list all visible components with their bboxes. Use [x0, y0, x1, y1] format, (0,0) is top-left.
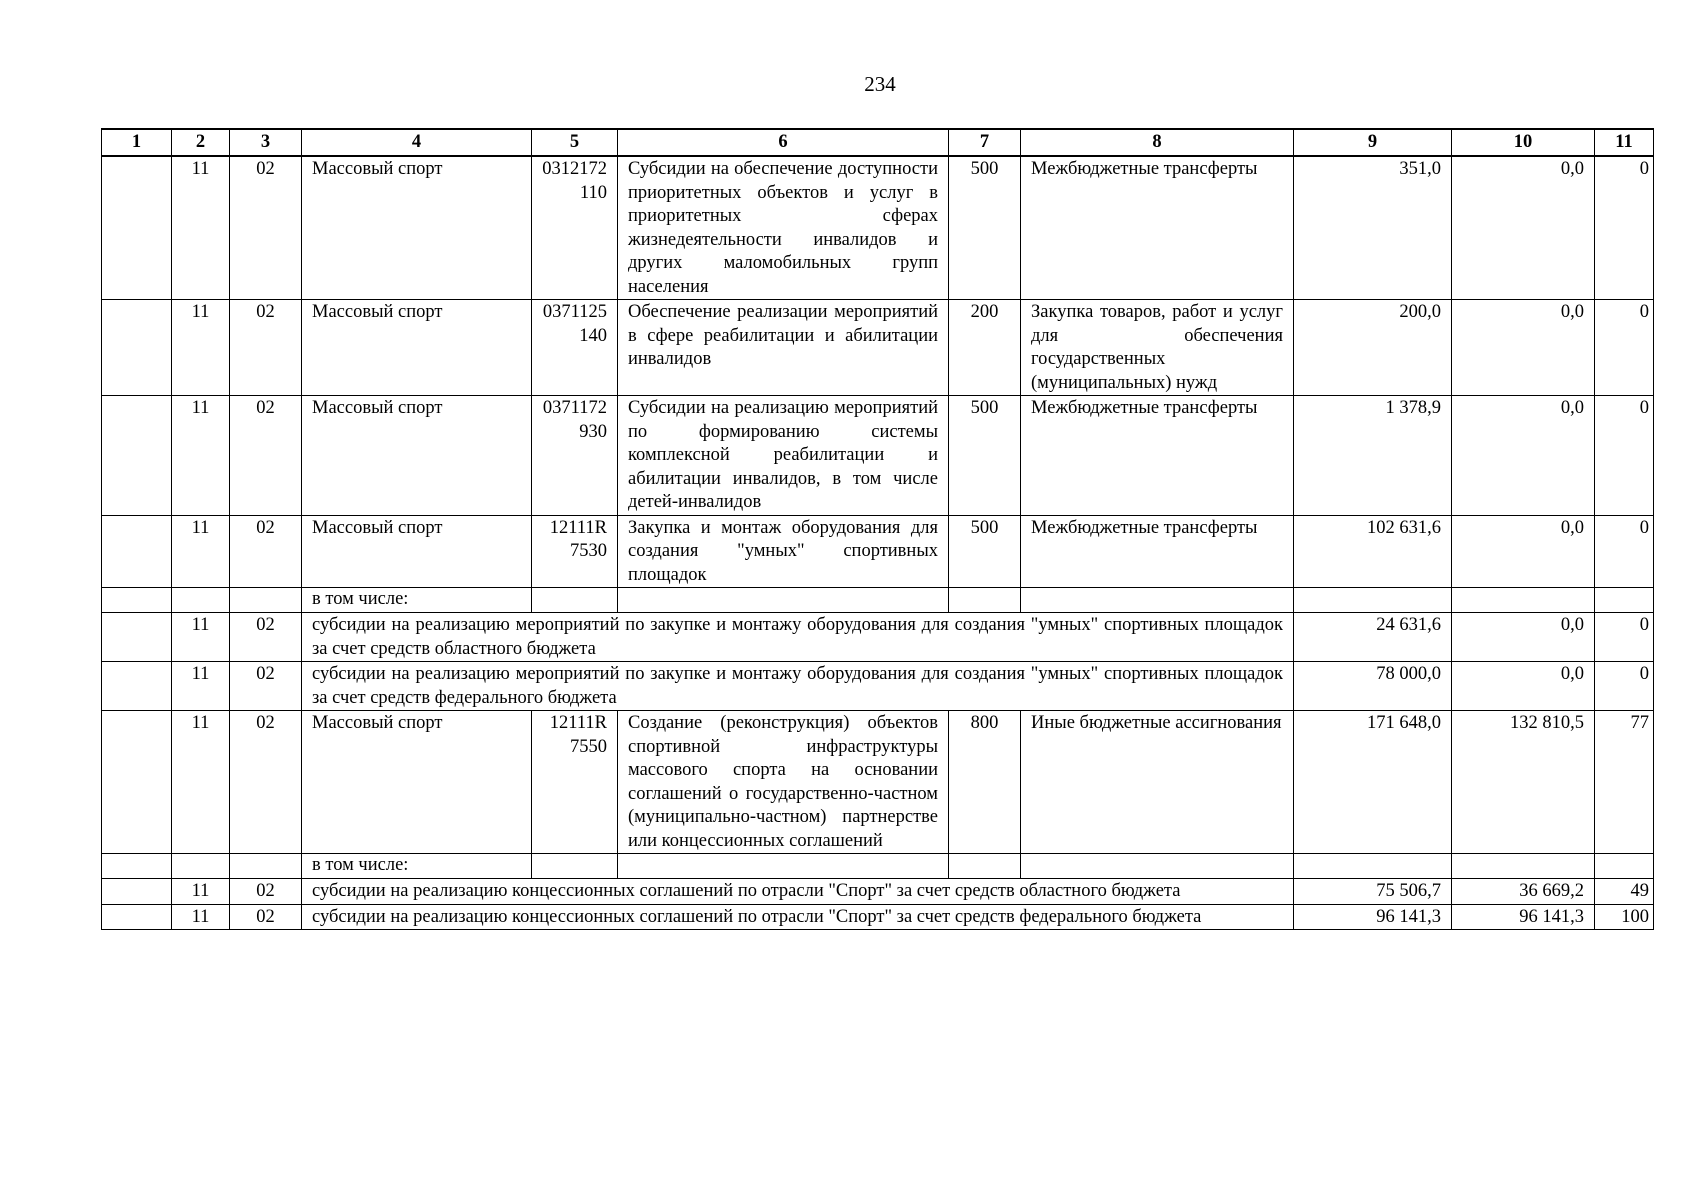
- page-number: 234: [864, 72, 896, 96]
- cell-including-label: в том числе:: [302, 854, 532, 879]
- cell-description: Субсидии на реализацию мероприятий по формированию системы комплексной реабилитации и абилитации инвалидов, в том числе детей-инвалидов: [618, 396, 949, 516]
- cell-description: [618, 588, 949, 613]
- cell-planned: [1294, 588, 1452, 613]
- cell-planned: 351,0: [1294, 156, 1452, 300]
- cell-expense-type: 800: [949, 711, 1021, 854]
- column-header: 7: [949, 129, 1021, 156]
- cell-col1: [102, 711, 172, 854]
- cell-section: 11: [172, 613, 230, 662]
- column-header: 10: [1452, 129, 1595, 156]
- cell-target-code: 0312172110: [532, 156, 618, 300]
- cell-section: 11: [172, 396, 230, 516]
- cell-actual: 0,0: [1452, 156, 1595, 300]
- table-row: [102, 300, 1654, 396]
- cell-name: Массовый спорт: [302, 711, 532, 854]
- table-row: [102, 396, 1654, 516]
- cell-expense-name: [1021, 854, 1294, 879]
- cell-subsidy-description: субсидии на реализацию концессионных соглашений по отрасли "Спорт" за счет средств федерального бюджета: [302, 904, 1294, 930]
- cell-section: 11: [172, 515, 230, 588]
- cell-subsection: 02: [230, 156, 302, 300]
- cell-target-code: 12111R7550: [532, 711, 618, 854]
- cell-percent: 49: [1595, 879, 1654, 905]
- cell-expense-name: Межбюджетные трансферты: [1021, 396, 1294, 516]
- cell-planned: 24 631,6: [1294, 613, 1452, 662]
- column-header: 9: [1294, 129, 1452, 156]
- cell-section: 11: [172, 904, 230, 930]
- cell-planned: 78 000,0: [1294, 662, 1452, 711]
- cell-actual: 0,0: [1452, 515, 1595, 588]
- table-row: [102, 515, 1654, 588]
- table-row: [102, 662, 1654, 711]
- cell-expense-type: 500: [949, 396, 1021, 516]
- cell-actual: 132 810,5: [1452, 711, 1595, 854]
- cell-planned: [1294, 854, 1452, 879]
- cell-percent: 100: [1595, 904, 1654, 930]
- cell-col1: [102, 300, 172, 396]
- table-row: [102, 613, 1654, 662]
- column-header: 4: [302, 129, 532, 156]
- cell-actual: [1452, 854, 1595, 879]
- column-header: 1: [102, 129, 172, 156]
- cell-percent: 0: [1595, 515, 1654, 588]
- cell-description: [618, 854, 949, 879]
- table-row: [102, 588, 1654, 613]
- cell-subsection: 02: [230, 904, 302, 930]
- cell-col1: [102, 515, 172, 588]
- cell-col1: [102, 662, 172, 711]
- cell-section: [172, 854, 230, 879]
- cell-target-code: [532, 588, 618, 613]
- cell-planned: 200,0: [1294, 300, 1452, 396]
- cell-name: Массовый спорт: [302, 300, 532, 396]
- cell-expense-type: 200: [949, 300, 1021, 396]
- cell-name: Массовый спорт: [302, 396, 532, 516]
- cell-name: Массовый спорт: [302, 515, 532, 588]
- column-header: 8: [1021, 129, 1294, 156]
- cell-percent: 0: [1595, 156, 1654, 300]
- cell-subsection: 02: [230, 711, 302, 854]
- cell-subsidy-description: субсидии на реализацию мероприятий по закупке и монтажу оборудования для создания "умных" спортивных площадок за счет средств областного бюджета: [302, 613, 1294, 662]
- cell-section: 11: [172, 711, 230, 854]
- cell-section: 11: [172, 156, 230, 300]
- cell-subsection: 02: [230, 396, 302, 516]
- cell-col1: [102, 904, 172, 930]
- cell-subsection: 02: [230, 613, 302, 662]
- cell-col1: [102, 854, 172, 879]
- cell-subsection: 02: [230, 879, 302, 905]
- table-row: [102, 711, 1654, 854]
- cell-expense-name: Межбюджетные трансферты: [1021, 156, 1294, 300]
- cell-expense-name: [1021, 588, 1294, 613]
- cell-expense-type: 500: [949, 515, 1021, 588]
- cell-expense-type: 500: [949, 156, 1021, 300]
- cell-subsection: 02: [230, 515, 302, 588]
- cell-section: 11: [172, 300, 230, 396]
- cell-col1: [102, 588, 172, 613]
- cell-section: 11: [172, 879, 230, 905]
- cell-actual: 36 669,2: [1452, 879, 1595, 905]
- cell-expense-type: [949, 588, 1021, 613]
- cell-actual: 0,0: [1452, 396, 1595, 516]
- cell-percent: 0: [1595, 613, 1654, 662]
- cell-col1: [102, 156, 172, 300]
- cell-section: 11: [172, 662, 230, 711]
- column-header: 11: [1595, 129, 1654, 156]
- table-row: [102, 854, 1654, 879]
- cell-planned: 96 141,3: [1294, 904, 1452, 930]
- cell-planned: 1 378,9: [1294, 396, 1452, 516]
- cell-name: Массовый спорт: [302, 156, 532, 300]
- cell-description: Закупка и монтаж оборудования для создания "умных" спортивных площадок: [618, 515, 949, 588]
- table-row: [102, 879, 1654, 905]
- cell-subsidy-description: субсидии на реализацию мероприятий по закупке и монтажу оборудования для создания "умных" спортивных площадок за счет средств федерального бюджета: [302, 662, 1294, 711]
- cell-subsection: 02: [230, 300, 302, 396]
- cell-expense-type: [949, 854, 1021, 879]
- cell-col1: [102, 396, 172, 516]
- column-header: 5: [532, 129, 618, 156]
- cell-target-code: 0371172930: [532, 396, 618, 516]
- column-header: 3: [230, 129, 302, 156]
- cell-subsection: [230, 588, 302, 613]
- cell-target-code: 0371125140: [532, 300, 618, 396]
- cell-expense-name: Закупка товаров, работ и услуг для обеспечения государственных (муниципальных) нужд: [1021, 300, 1294, 396]
- cell-percent: 0: [1595, 300, 1654, 396]
- table-row: [102, 904, 1654, 930]
- cell-planned: 102 631,6: [1294, 515, 1452, 588]
- cell-percent: [1595, 588, 1654, 613]
- cell-percent: 77: [1595, 711, 1654, 854]
- cell-actual: 0,0: [1452, 613, 1595, 662]
- cell-target-code: [532, 854, 618, 879]
- table-row: [102, 156, 1654, 300]
- cell-actual: 96 141,3: [1452, 904, 1595, 930]
- cell-col1: [102, 613, 172, 662]
- cell-subsidy-description: субсидии на реализацию концессионных соглашений по отрасли "Спорт" за счет средств областного бюджета: [302, 879, 1294, 905]
- cell-percent: 0: [1595, 396, 1654, 516]
- cell-expense-name: Межбюджетные трансферты: [1021, 515, 1294, 588]
- cell-target-code: 12111R7530: [532, 515, 618, 588]
- column-header: 6: [618, 129, 949, 156]
- cell-actual: 0,0: [1452, 662, 1595, 711]
- cell-section: [172, 588, 230, 613]
- cell-subsection: [230, 854, 302, 879]
- column-header: 2: [172, 129, 230, 156]
- cell-percent: 0: [1595, 662, 1654, 711]
- budget-table: [101, 128, 1654, 930]
- cell-planned: 171 648,0: [1294, 711, 1452, 854]
- cell-col1: [102, 879, 172, 905]
- cell-description: Создание (реконструкция) объектов спортивной инфраструктуры массового спорта на основании соглашений о государственно-частном (муниципально-частном) партнерстве или концессионных соглашений: [618, 711, 949, 854]
- cell-including-label: в том числе:: [302, 588, 532, 613]
- cell-expense-name: Иные бюджетные ассигнования: [1021, 711, 1294, 854]
- cell-actual: [1452, 588, 1595, 613]
- cell-planned: 75 506,7: [1294, 879, 1452, 905]
- cell-percent: [1595, 854, 1654, 879]
- cell-subsection: 02: [230, 662, 302, 711]
- cell-description: Обеспечение реализации мероприятий в сфере реабилитации и абилитации инвалидов: [618, 300, 949, 396]
- cell-actual: 0,0: [1452, 300, 1595, 396]
- header-row: [102, 129, 1654, 156]
- cell-description: Субсидии на обеспечение доступности приоритетных объектов и услуг в приоритетных сферах жизнедеятельности инвалидов и других маломобильных групп населения: [618, 156, 949, 300]
